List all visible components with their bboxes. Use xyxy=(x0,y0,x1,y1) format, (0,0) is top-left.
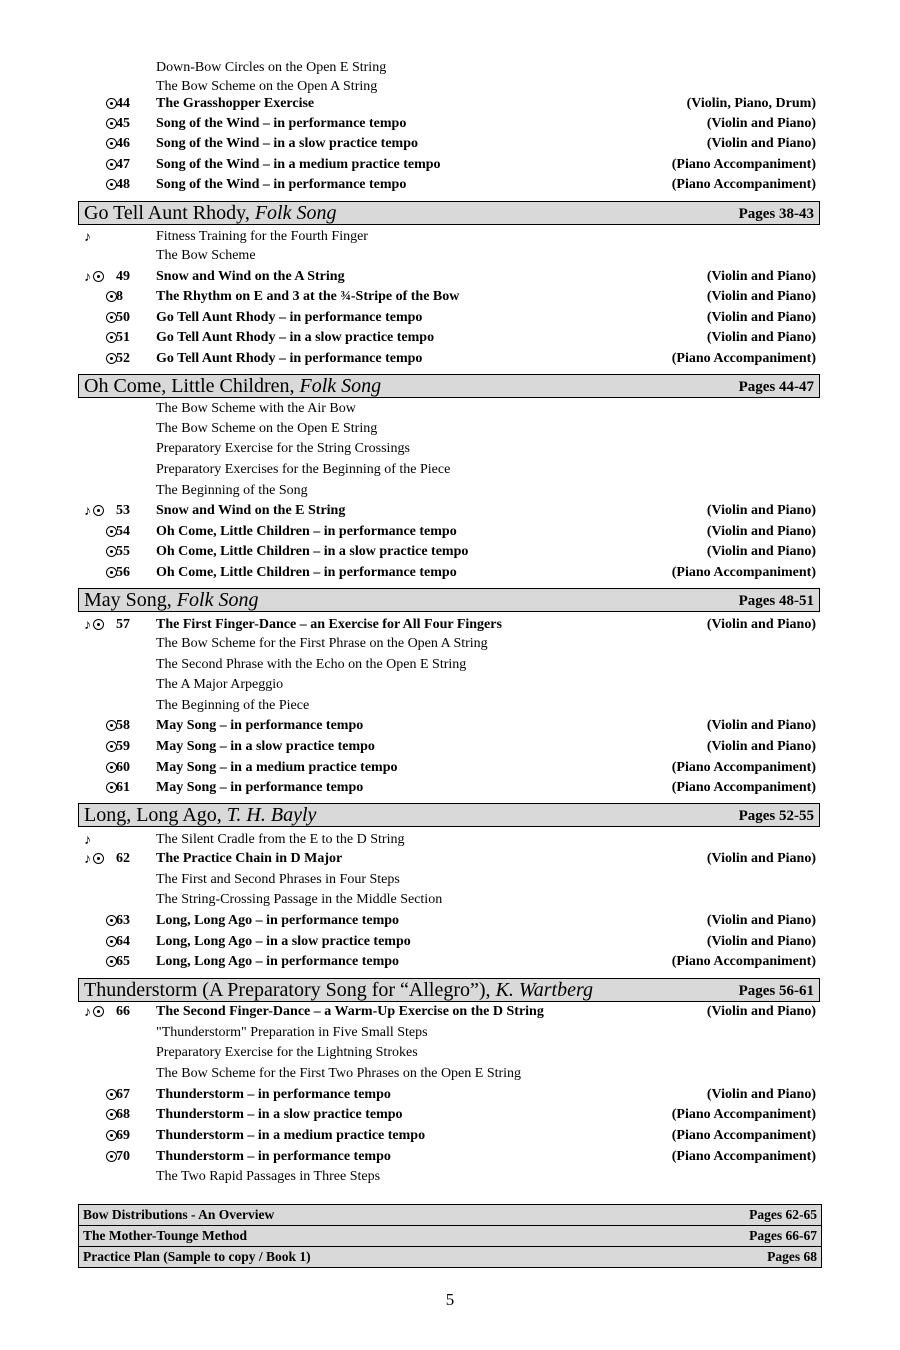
section-title xyxy=(84,804,316,826)
track-number: 46 xyxy=(116,136,130,151)
toc-entry xyxy=(80,267,820,287)
track-number: 59 xyxy=(116,739,130,754)
track-number: 51 xyxy=(116,330,130,345)
entry-title: Long, Long Ago – in performance tempo xyxy=(156,954,400,969)
toc-entry xyxy=(80,737,820,757)
entry-instrumentation: (Piano Accompaniment) xyxy=(671,780,816,795)
entry-title: Snow and Wind on the E String xyxy=(156,503,346,518)
entry-instrumentation: (Piano Accompaniment) xyxy=(671,760,816,775)
section-title xyxy=(84,202,337,224)
entry-instrumentation: (Violin and Piano) xyxy=(706,310,816,325)
entry-symbols xyxy=(84,349,117,369)
toc-entry xyxy=(80,522,820,542)
toc-entry xyxy=(80,308,820,328)
entry-instrumentation: (Violin and Piano) xyxy=(706,269,816,284)
section-title-text: May Song, xyxy=(84,589,177,611)
entry-instrumentation: (Violin and Piano) xyxy=(706,1087,816,1102)
section-composer: K. Wartberg xyxy=(495,979,593,1001)
entry-symbols xyxy=(84,932,117,952)
entry-symbols xyxy=(84,1105,117,1125)
finger-exercise-icon: ♪ xyxy=(84,230,91,245)
section-header xyxy=(78,201,820,225)
entry-instrumentation: (Violin and Piano) xyxy=(706,524,816,539)
entry-symbols xyxy=(84,1085,117,1105)
entry-instrumentation: (Violin and Piano) xyxy=(706,718,816,733)
section-header xyxy=(78,588,820,612)
section-title-text: Oh Come, Little Children, xyxy=(84,375,300,397)
entry-title: The Second Finger-Dance – a Warm-Up Exercise on the D String xyxy=(156,1004,544,1019)
toc-entry xyxy=(80,563,820,583)
entry-symbols xyxy=(84,308,117,328)
cd-track-icon xyxy=(93,619,104,630)
appendix-table xyxy=(78,1204,822,1268)
track-number: 64 xyxy=(116,934,130,949)
entry-symbols xyxy=(84,849,104,870)
toc-entry xyxy=(80,696,820,716)
entry-title: Oh Come, Little Children – in performance tempo xyxy=(156,524,457,539)
entry-title: Thunderstorm – in a medium practice tempo xyxy=(156,1128,426,1143)
track-number: 49 xyxy=(116,269,130,284)
entry-symbols xyxy=(84,501,104,522)
entry-instrumentation: (Violin and Piano) xyxy=(706,289,816,304)
entry-title: The Beginning of the Piece xyxy=(156,698,310,713)
section-pages: Pages 48-51 xyxy=(738,593,814,609)
entry-symbols xyxy=(84,175,117,195)
entry-title: May Song – in a medium practice tempo xyxy=(156,760,398,775)
entry-title: The Practice Chain in D Major xyxy=(156,851,343,866)
toc-entry xyxy=(80,501,820,521)
entry-title: Go Tell Aunt Rhody – in performance tempo xyxy=(156,351,423,366)
section-header xyxy=(78,978,820,1002)
entry-title: The First and Second Phrases in Four Steps xyxy=(156,872,400,887)
finger-exercise-icon: ♪ xyxy=(84,618,91,633)
track-number: 69 xyxy=(116,1128,130,1143)
entry-title: The String-Crossing Passage in the Middle Section xyxy=(156,892,443,907)
entry-instrumentation: (Violin and Piano) xyxy=(706,913,816,928)
entry-instrumentation: (Piano Accompaniment) xyxy=(671,351,816,366)
toc-entry xyxy=(80,655,820,675)
toc-entry xyxy=(80,1167,820,1187)
entry-symbols xyxy=(84,778,117,798)
toc-entry xyxy=(80,287,820,307)
toc-entry xyxy=(80,1085,820,1105)
entry-symbols xyxy=(84,522,117,542)
entry-title: Song of the Wind – in a medium practice tempo xyxy=(156,157,441,172)
entry-symbols xyxy=(84,615,104,636)
entry-symbols xyxy=(84,737,117,757)
page-number: 5 xyxy=(445,1290,455,1309)
entry-symbols xyxy=(84,758,117,778)
entry-title: Thunderstorm – in performance tempo xyxy=(156,1087,391,1102)
entry-symbols xyxy=(84,542,117,562)
toc-entry xyxy=(80,1043,820,1063)
track-number: 47 xyxy=(116,157,130,172)
track-number: 8 xyxy=(116,289,123,304)
appendix-row xyxy=(79,1226,821,1247)
section-title xyxy=(84,375,381,397)
appendix-pages: Pages 66-67 xyxy=(749,1228,817,1243)
section-header xyxy=(78,374,820,398)
toc-entry xyxy=(80,481,820,501)
entry-instrumentation: (Piano Accompaniment) xyxy=(671,177,816,192)
entry-instrumentation: (Violin and Piano) xyxy=(706,851,816,866)
section-pages: Pages 44-47 xyxy=(738,379,814,395)
appendix-row xyxy=(79,1205,821,1226)
track-number: 54 xyxy=(116,524,130,539)
entry-title: Oh Come, Little Children – in performance tempo xyxy=(156,565,457,580)
entry-title: May Song – in performance tempo xyxy=(156,780,364,795)
appendix-label: Practice Plan (Sample to copy / Book 1) xyxy=(83,1249,311,1264)
track-number: 65 xyxy=(116,954,130,969)
toc-entry xyxy=(80,155,820,175)
track-number: 52 xyxy=(116,351,130,366)
toc-entry xyxy=(80,419,820,439)
section-title xyxy=(84,979,593,1001)
finger-exercise-icon: ♪ xyxy=(84,504,91,519)
entry-symbols xyxy=(84,134,117,154)
entry-title: Go Tell Aunt Rhody – in performance tempo xyxy=(156,310,423,325)
cd-track-icon xyxy=(93,505,104,516)
entry-symbols xyxy=(84,563,117,583)
entry-symbols xyxy=(84,911,117,931)
toc-entry xyxy=(80,439,820,459)
entry-title: The Beginning of the Song xyxy=(156,483,308,498)
appendix-pages: Pages 62-65 xyxy=(749,1207,817,1222)
entry-symbols xyxy=(84,716,117,736)
entry-title: Preparatory Exercises for the Beginning of the Piece xyxy=(156,462,451,477)
finger-exercise-icon: ♪ xyxy=(84,852,91,867)
entry-title: "Thunderstorm" Preparation in Five Small Steps xyxy=(156,1025,428,1040)
entry-title: Song of the Wind – in performance tempo xyxy=(156,177,407,192)
entry-instrumentation: (Piano Accompaniment) xyxy=(671,157,816,172)
toc-entry xyxy=(80,716,820,736)
track-number: 60 xyxy=(116,760,130,775)
entry-instrumentation: (Piano Accompaniment) xyxy=(671,1128,816,1143)
entry-title: Oh Come, Little Children – in a slow practice tempo xyxy=(156,544,469,559)
track-number: 55 xyxy=(116,544,130,559)
entry-instrumentation: (Violin and Piano) xyxy=(706,330,816,345)
toc-entry xyxy=(80,911,820,931)
entry-title: Fitness Training for the Fourth Finger xyxy=(156,229,368,244)
section-composer: Folk Song xyxy=(299,375,382,397)
entry-symbols xyxy=(84,155,117,175)
entry-symbols xyxy=(84,114,117,134)
section-composer: Folk Song xyxy=(176,589,259,611)
track-number: 67 xyxy=(116,1087,130,1102)
entry-instrumentation: (Piano Accompaniment) xyxy=(671,565,816,580)
entry-symbols xyxy=(84,267,104,288)
entry-instrumentation: (Piano Accompaniment) xyxy=(671,1149,816,1164)
entry-title: Thunderstorm – in a slow practice tempo xyxy=(156,1107,403,1122)
entry-title: The Rhythm on E and 3 at the ¾-Stripe of the Bow xyxy=(156,289,460,304)
entry-title: Long, Long Ago – in a slow practice tempo xyxy=(156,934,411,949)
entry-title: The Second Phrase with the Echo on the Open E String xyxy=(156,657,467,672)
toc-entry xyxy=(80,1064,820,1084)
entry-title: The Bow Scheme xyxy=(156,248,256,263)
entry-instrumentation: (Violin and Piano) xyxy=(706,617,816,632)
cd-track-icon xyxy=(93,853,104,864)
entry-title: The Bow Scheme on the Open E String xyxy=(156,421,378,436)
entry-title: Go Tell Aunt Rhody – in a slow practice tempo xyxy=(156,330,435,345)
toc-entry xyxy=(80,460,820,480)
section-title-text: Go Tell Aunt Rhody, xyxy=(84,202,255,224)
track-number: 62 xyxy=(116,851,130,866)
section-title-text: Thunderstorm (A Preparatory Song for “Allegro”), xyxy=(84,979,496,1001)
toc-entry xyxy=(80,1023,820,1043)
toc-entry xyxy=(80,328,820,348)
section-pages: Pages 56-61 xyxy=(738,983,814,999)
section-pages: Pages 38-43 xyxy=(738,206,814,222)
entry-instrumentation: (Piano Accompaniment) xyxy=(671,1107,816,1122)
toc-entry xyxy=(80,58,820,78)
track-number: 50 xyxy=(116,310,130,325)
appendix-pages: Pages 68 xyxy=(767,1249,817,1264)
cd-track-icon xyxy=(93,1006,104,1017)
entry-title: Long, Long Ago – in performance tempo xyxy=(156,913,400,928)
toc-entry xyxy=(80,675,820,695)
toc-entry xyxy=(80,94,820,114)
entry-instrumentation: (Violin and Piano) xyxy=(706,739,816,754)
entry-title: The Silent Cradle from the E to the D String xyxy=(156,832,405,847)
toc-entry xyxy=(80,758,820,778)
track-number: 68 xyxy=(116,1107,130,1122)
track-number: 44 xyxy=(116,96,130,111)
entry-instrumentation: (Violin and Piano) xyxy=(706,1004,816,1019)
section-pages: Pages 52-55 xyxy=(738,808,814,824)
section-title xyxy=(84,589,258,611)
entry-title: Song of the Wind – in performance tempo xyxy=(156,116,407,131)
cd-track-icon xyxy=(93,271,104,282)
toc-entry xyxy=(80,952,820,972)
entry-title: Down-Bow Circles on the Open E String xyxy=(156,60,387,75)
track-number: 48 xyxy=(116,177,130,192)
toc-entry xyxy=(80,542,820,562)
section-header xyxy=(78,803,820,827)
toc-entry xyxy=(80,175,820,195)
section-composer: Folk Song xyxy=(254,202,337,224)
track-number: 58 xyxy=(116,718,130,733)
toc-entry xyxy=(80,830,820,850)
finger-exercise-icon: ♪ xyxy=(84,270,91,285)
entry-instrumentation: (Violin and Piano) xyxy=(706,934,816,949)
entry-title: May Song – in performance tempo xyxy=(156,718,364,733)
entry-title: The Bow Scheme on the Open A String xyxy=(156,79,378,94)
entry-symbols xyxy=(84,1002,104,1023)
track-number: 56 xyxy=(116,565,130,580)
entry-symbols xyxy=(84,1147,117,1167)
section-composer: T. H. Bayly xyxy=(226,804,317,826)
toc-entry xyxy=(80,870,820,890)
entry-instrumentation: (Violin and Piano) xyxy=(706,544,816,559)
finger-exercise-icon: ♪ xyxy=(84,833,91,848)
track-number: 61 xyxy=(116,780,130,795)
entry-title: Song of the Wind – in a slow practice tempo xyxy=(156,136,418,151)
toc-entry xyxy=(80,932,820,952)
entry-symbols xyxy=(84,1126,117,1146)
entry-symbols xyxy=(84,328,117,348)
entry-title: The First Finger-Dance – an Exercise for All Four Fingers xyxy=(156,617,502,632)
track-number: 63 xyxy=(116,913,130,928)
toc-entry xyxy=(80,134,820,154)
section-title-text: Long, Long Ago, xyxy=(84,804,227,826)
track-number: 57 xyxy=(116,617,130,632)
entry-title: The Bow Scheme for the First Phrase on the Open A String xyxy=(156,636,488,651)
entry-title: Thunderstorm – in performance tempo xyxy=(156,1149,391,1164)
finger-exercise-icon: ♪ xyxy=(84,1005,91,1020)
entry-instrumentation: (Violin and Piano) xyxy=(706,136,816,151)
toc-entry xyxy=(80,778,820,798)
toc-entry xyxy=(80,246,820,266)
track-number: 66 xyxy=(116,1004,130,1019)
toc-entry xyxy=(80,634,820,654)
entry-title: The Two Rapid Passages in Three Steps xyxy=(156,1169,381,1184)
entry-instrumentation: (Violin and Piano) xyxy=(706,503,816,518)
entry-instrumentation: (Violin, Piano, Drum) xyxy=(686,96,816,111)
entry-title: May Song – in a slow practice tempo xyxy=(156,739,375,754)
entry-symbols xyxy=(84,227,91,248)
appendix-row xyxy=(79,1247,821,1267)
entry-instrumentation: (Violin and Piano) xyxy=(706,116,816,131)
toc-entry xyxy=(80,114,820,134)
track-number: 45 xyxy=(116,116,130,131)
entry-instrumentation: (Piano Accompaniment) xyxy=(671,954,816,969)
toc-entry xyxy=(80,615,820,635)
entry-title: Snow and Wind on the A String xyxy=(156,269,345,284)
entry-symbols xyxy=(84,830,91,851)
toc-entry xyxy=(80,1002,820,1022)
track-number: 53 xyxy=(116,503,130,518)
entry-symbols xyxy=(84,952,117,972)
toc-entry xyxy=(80,349,820,369)
appendix-label: The Mother-Tounge Method xyxy=(83,1228,247,1243)
appendix-label: Bow Distributions - An Overview xyxy=(83,1207,275,1222)
toc-entry xyxy=(80,1126,820,1146)
entry-title: The Grasshopper Exercise xyxy=(156,96,315,111)
toc-entry xyxy=(80,890,820,910)
entry-title: The A Major Arpeggio xyxy=(156,677,284,692)
entry-symbols xyxy=(84,94,117,114)
toc-entry xyxy=(80,849,820,869)
toc-entry xyxy=(80,1147,820,1167)
toc-entry xyxy=(80,1105,820,1125)
entry-title: The Bow Scheme for the First Two Phrases on the Open E String xyxy=(156,1066,522,1081)
entry-title: The Bow Scheme with the Air Bow xyxy=(156,401,356,416)
entry-symbols xyxy=(84,287,117,307)
toc-entry xyxy=(80,399,820,419)
entry-title: Preparatory Exercise for the String Crossings xyxy=(156,441,410,456)
track-number: 70 xyxy=(116,1149,130,1164)
entry-title: Preparatory Exercise for the Lightning Strokes xyxy=(156,1045,418,1060)
toc-entry xyxy=(80,227,820,247)
